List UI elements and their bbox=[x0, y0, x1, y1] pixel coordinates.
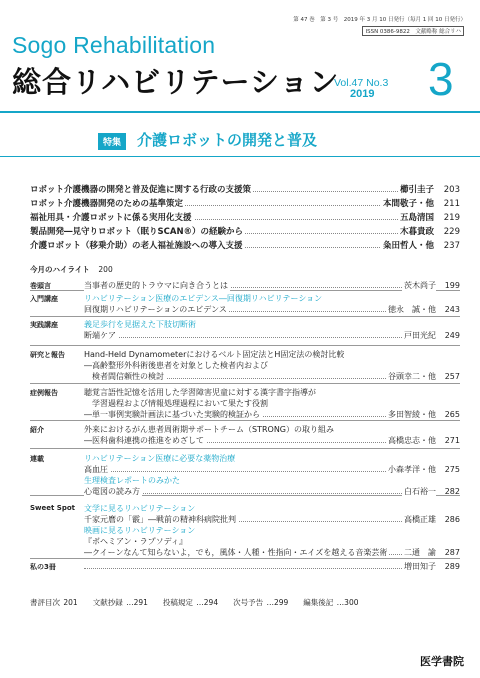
section-category: 入門講座 bbox=[30, 295, 58, 303]
feature-badge: 特集 bbox=[98, 133, 126, 150]
section-divider bbox=[30, 558, 460, 559]
toc-line[interactable] bbox=[84, 293, 460, 304]
entry-title: ―高齢整形外科術後患者を対象とした検者内および bbox=[84, 361, 268, 370]
entry-page: 199 bbox=[444, 281, 460, 290]
article-author: 五島清国 bbox=[399, 213, 434, 223]
entry-title: ―単一事例実験計画法に基づいた実験的検証から bbox=[84, 410, 260, 419]
entry-title: 心電図の読み方 bbox=[84, 487, 140, 496]
entry-title: 生理検査レポートのみかた bbox=[84, 476, 180, 485]
toc-line[interactable] bbox=[84, 304, 460, 315]
feature-article[interactable] bbox=[30, 198, 460, 210]
header-rule bbox=[0, 111, 480, 113]
leader-dots bbox=[84, 471, 436, 472]
article-author: 木暮貴政 bbox=[399, 227, 434, 237]
toc-line[interactable] bbox=[84, 435, 460, 446]
entry-author: 多田智綾・他 bbox=[388, 410, 436, 419]
section-entries bbox=[84, 349, 460, 382]
toc-line[interactable] bbox=[84, 453, 460, 464]
article-author: 粂田哲人・他 bbox=[382, 241, 434, 251]
article-title: ロボット介護機器開発のための基準策定 bbox=[30, 199, 184, 209]
entry-title: 当事者の歴史的トラウマに向き合うとは bbox=[84, 281, 228, 290]
article-title: 介護ロボット（移乗介助）の老人福祉施設への導入支援 bbox=[30, 241, 243, 251]
section-divider bbox=[30, 383, 460, 384]
section-divider bbox=[30, 448, 460, 449]
toc-line[interactable] bbox=[84, 349, 460, 360]
toc-line[interactable] bbox=[84, 464, 460, 475]
publisher-logo-text: 医学書院 bbox=[420, 655, 464, 668]
entry-title: ―医科歯科連携の推進をめざして bbox=[84, 436, 204, 445]
entry-page: 271 bbox=[444, 436, 460, 445]
feature-article[interactable] bbox=[30, 226, 460, 238]
section-entries bbox=[84, 503, 460, 558]
section-entries bbox=[84, 453, 460, 497]
article-title: 製品開発―見守りロボット（眠りSCAN®）の経験から bbox=[30, 227, 244, 237]
entry-page: 289 bbox=[444, 562, 460, 571]
entry-author: 二通 諭 bbox=[404, 548, 436, 557]
toc-line[interactable] bbox=[84, 547, 460, 558]
entry-page: 243 bbox=[444, 305, 460, 314]
toc-line[interactable] bbox=[84, 409, 460, 420]
section-divider bbox=[30, 345, 460, 346]
issue-number-large: 3 bbox=[428, 53, 454, 105]
section-divider bbox=[30, 420, 460, 421]
feature-article[interactable] bbox=[30, 184, 460, 196]
entry-title: 高血圧 bbox=[84, 465, 108, 474]
issue-year: 2019 bbox=[350, 88, 375, 100]
journal-title-japanese: 総合リハビリテーション bbox=[12, 65, 340, 99]
toc-line[interactable] bbox=[84, 514, 460, 525]
toc-line[interactable] bbox=[84, 319, 460, 330]
entry-title: 映画に見るリハビリテーション bbox=[84, 526, 196, 535]
entry-title: Hand-Held Dynamometerにおけるベルト固定法とH固定法の検討比較 bbox=[84, 350, 345, 359]
section-divider bbox=[30, 316, 460, 317]
entry-title: 義足歩行を見据えた下肢切断術 bbox=[84, 320, 196, 329]
leader-dots bbox=[84, 337, 436, 338]
article-page: 237 bbox=[443, 241, 460, 251]
toc-line[interactable] bbox=[84, 525, 460, 536]
entry-page: 257 bbox=[444, 372, 460, 381]
entry-title: 回復期リハビリテーションのエビデンス bbox=[84, 305, 227, 314]
section-category: 実践講座 bbox=[30, 321, 58, 329]
back-matter-index: 書評目次 201 文献抄録 …291 投稿規定 …294 次号予告 …299 編集後記 …300 bbox=[30, 598, 359, 607]
entry-title: 文学に見るリハビリテーション bbox=[84, 504, 196, 513]
publication-line: 第 47 巻 第 3 号 2019 年 3 月 10 日発行（毎月 1 回 10 日発行） bbox=[293, 17, 466, 23]
entry-page: 275 bbox=[444, 465, 460, 474]
entry-author: 谷頭幸二・他 bbox=[388, 372, 436, 381]
entry-author: 茨木尚子 bbox=[404, 281, 436, 290]
section-category: Sweet Spot bbox=[30, 504, 75, 512]
section-category: 紹介 bbox=[30, 426, 44, 434]
toc-line[interactable] bbox=[84, 561, 460, 572]
article-page: 203 bbox=[443, 185, 460, 195]
entry-title: リハビリテーション医療のエビデンス―回復期リハビリテーション bbox=[84, 294, 323, 303]
section-entries bbox=[84, 280, 460, 291]
entry-title: 『ボヘミアン・ラプソディ』 bbox=[84, 537, 188, 546]
section-category: 症例報告 bbox=[30, 389, 58, 397]
volume-number: Vol.47 No.3 bbox=[334, 77, 389, 89]
article-author: 本間敬子・他 bbox=[382, 199, 434, 209]
entry-author: 高橋忠志・他 bbox=[388, 436, 436, 445]
article-page: 219 bbox=[443, 213, 460, 223]
toc-line[interactable] bbox=[84, 360, 460, 371]
toc-line[interactable] bbox=[84, 398, 460, 409]
toc-line[interactable] bbox=[84, 503, 460, 514]
entry-title: 外来におけるがん患者周術期サポートチーム（STRONG）の取り組み bbox=[84, 425, 335, 434]
article-title: 福祉用具・介護ロボットに係る実用化支援 bbox=[30, 213, 192, 223]
entry-page: 287 bbox=[444, 548, 460, 557]
entry-author: 高橋正雄 bbox=[404, 515, 436, 524]
entry-title: 千家元麿の「霰」―戦前の精神科病院批判 bbox=[84, 515, 236, 524]
entry-page: 282 bbox=[444, 487, 460, 496]
leader-dots bbox=[84, 568, 436, 569]
section-entries bbox=[84, 387, 460, 420]
section-category: 私の3冊 bbox=[30, 563, 56, 571]
section-entries bbox=[84, 424, 460, 446]
article-title: ロボット介護機器の開発と普及促進に関する行政の支援策 bbox=[30, 185, 252, 195]
entry-author: 戸田光紀 bbox=[404, 331, 436, 340]
entry-title: ―クイーンなんて知らないよ，でも，風体・人種・性指向・エイズを越える音楽芸術 bbox=[84, 548, 388, 557]
entry-author: 徳永 誠・他 bbox=[388, 305, 436, 314]
entry-title: 学習過程および情報処理過程において果たす役割 bbox=[84, 399, 268, 408]
highlight-label: 今月のハイライト bbox=[30, 265, 90, 274]
toc-line[interactable] bbox=[84, 387, 460, 398]
feature-title: 介護ロボットの開発と普及 bbox=[137, 131, 318, 149]
entry-title: 断端ケア bbox=[84, 331, 116, 340]
article-author: 櫛引圭子 bbox=[399, 185, 434, 195]
feature-article[interactable] bbox=[30, 240, 460, 252]
article-page: 211 bbox=[443, 199, 460, 209]
toc-line[interactable] bbox=[84, 536, 460, 547]
entry-page: 265 bbox=[444, 410, 460, 419]
toc-line[interactable] bbox=[84, 486, 460, 497]
entry-author: 小森孝洋・他 bbox=[388, 465, 436, 474]
entry-title: リハビリテーション医療に必要な薬物治療 bbox=[84, 454, 236, 463]
entry-title: 聴覚言語性記憶を活用した学習障害児童に対する漢字書字指導が bbox=[84, 388, 316, 397]
section-category: 研究と報告 bbox=[30, 351, 65, 359]
entry-author: 増田知子 bbox=[404, 562, 436, 571]
toc-line[interactable] bbox=[84, 424, 460, 435]
section-entries bbox=[84, 293, 460, 315]
issn-box: ISSN 0386-9822 文献略称 総合リハ bbox=[362, 26, 464, 36]
toc-line[interactable] bbox=[84, 280, 460, 291]
section-category: 巻頭言 bbox=[30, 282, 51, 290]
feature-rule bbox=[0, 156, 480, 157]
entry-author: 白石裕一 bbox=[404, 487, 436, 496]
highlight-page: 200 bbox=[98, 265, 113, 274]
entry-page: 249 bbox=[444, 331, 460, 340]
entry-page: 286 bbox=[444, 515, 460, 524]
toc-line[interactable] bbox=[84, 330, 460, 341]
section-category: 連載 bbox=[30, 455, 44, 463]
feature-article[interactable] bbox=[30, 212, 460, 224]
section-entries bbox=[84, 561, 460, 572]
toc-line[interactable] bbox=[84, 371, 460, 382]
article-page: 229 bbox=[443, 227, 460, 237]
toc-line[interactable] bbox=[84, 475, 460, 486]
highlight-line[interactable] bbox=[30, 264, 113, 275]
journal-title-english: Sogo Rehabilitation bbox=[12, 32, 216, 58]
section-entries bbox=[84, 319, 460, 341]
entry-title: 検者間信頼性の検討 bbox=[84, 372, 164, 381]
